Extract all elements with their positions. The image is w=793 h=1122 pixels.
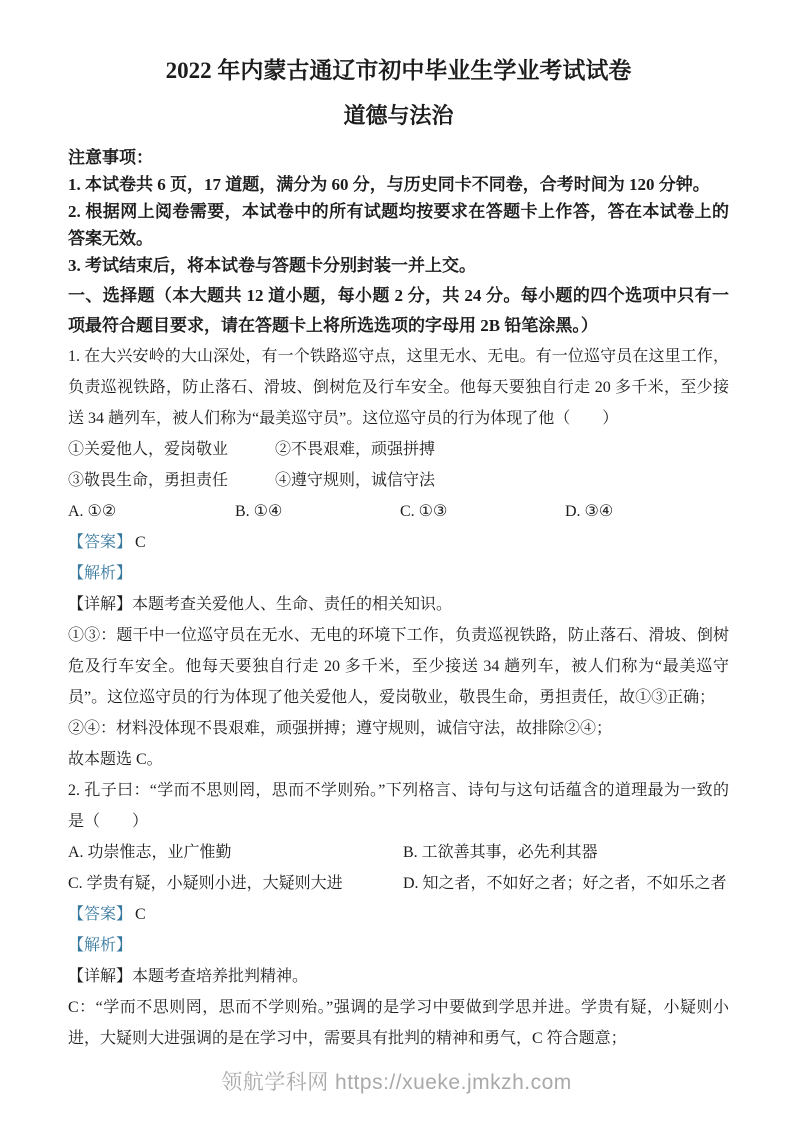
question-1-stem: 1. 在大兴安岭的大山深处，有一个铁路巡守点，这里无水、无电。有一位巡守员在这里工作，负责巡视铁路，防止落石、滑坡、倒树危及行车安全。他每天要独自行走 20 多千米，至少接送 34 趟列车，被人们称为“最美巡守员”。这位巡守员的行为体现了他（ ）: [68, 348, 729, 427]
question-1-choices: [68, 496, 729, 527]
choice-c: C. 学贵有疑，小疑则小进，大疑则大进: [68, 875, 343, 892]
analysis-label: 【解析】: [68, 565, 133, 582]
notice-item-3: 3. 考试结束后，将本试卷与答题卡分别封装一并上交。: [68, 256, 476, 275]
watermark-link[interactable]: 领航学科网 https://xueke.jmkzh.com: [221, 1071, 572, 1094]
choice-c: C. ①③: [400, 503, 448, 520]
choice-d: D. ③④: [565, 503, 614, 520]
choice-a: A. 功崇惟志，业广惟勤: [68, 844, 232, 861]
question-1-answer-line: [68, 527, 729, 558]
answer-value: C: [135, 906, 146, 923]
notice-item-1: 1. 本试卷共 6 页，17 道题，满分为 60 分，与历史同卡不同卷，合考时间为 120 分钟。: [68, 175, 710, 194]
question-2-stem: 2. 孔子曰：“学而不思则罔，思而不学则殆。”下列格言、诗句与这句话蕴含的道理最为一致的是（ ）: [68, 782, 729, 830]
question-1-explanation-2: ②④：材料没体现不畏艰难，顽强拼搏；遵守规则，诚信守法，故排除②④；: [68, 720, 613, 737]
question-1-suboptions-row-2: [68, 465, 729, 496]
question-1-detail: 【详解】本题考查关爱他人、生命、责任的相关知识。: [68, 596, 453, 613]
suboption-1: ①关爱他人，爱岗敬业: [68, 441, 229, 458]
question-1-analysis-line: [68, 558, 729, 589]
answer-label: 【答案】: [68, 534, 133, 551]
choice-a: A. ①②: [68, 503, 117, 520]
notice-heading: 注意事项：: [68, 148, 153, 167]
page-title: 2022 年内蒙古通辽市初中毕业生学业考试试卷: [165, 58, 632, 83]
question-2-choices-row-1: [68, 837, 729, 868]
choice-d: D. 知之者，不如好之者；好之者，不如乐之者: [403, 875, 727, 892]
notice-section: [68, 144, 729, 279]
question-2-analysis-line: [68, 930, 729, 961]
choice-b: B. 工欲善其事，必先利其器: [403, 844, 598, 861]
suboption-4: ④遵守规则，诚信守法: [275, 472, 436, 489]
suboption-3: ③敬畏生命，勇担责任: [68, 472, 229, 489]
question-1-explanation-1: ①③：题干中一位巡守员在无水、无电的环境下工作，负责巡视铁路，防止落石、滑坡、倒树危及行车安全。他每天要独自行走 20 多千米，至少接送 34 趟列车，被人们称为“最美巡守员”。这位巡守员的行为体现了他关爱他人，爱岗敬业，敬畏生命，勇担责任，故①③正确；: [68, 627, 729, 706]
watermark-footer: [0, 1066, 793, 1096]
question-2: [68, 775, 729, 1054]
choice-b: B. ①④: [235, 503, 283, 520]
analysis-label: 【解析】: [68, 937, 133, 954]
question-2-choices-row-2: [68, 868, 729, 899]
question-1-suboptions-row-1: [68, 434, 729, 465]
page-subtitle: 道德与法治: [343, 103, 454, 128]
answer-value: C: [135, 534, 146, 551]
answer-label: 【答案】: [68, 906, 133, 923]
question-2-detail: 【详解】本题考查培养批判精神。: [68, 968, 309, 985]
question-1: [68, 341, 729, 775]
question-2-answer-line: [68, 899, 729, 930]
notice-item-2: 2. 根据网上阅卷需要，本试卷中的所有试题均按要求在答题卡上作答，答在本试卷上的答案无效。: [68, 202, 729, 248]
question-1-explanation-3: 故本题选 C。: [68, 751, 163, 768]
question-2-explanation-1: C：“学而不思则罔，思而不学则殆。”强调的是学习中要做到学思并进。学贵有疑，小疑则小进，大疑则大进强调的是在学习中，需要具有批判的精神和勇气，C 符合题意；: [68, 999, 729, 1047]
suboption-2: ②不畏艰难，顽强拼搏: [275, 441, 436, 458]
section-heading-choice-questions: 一、选择题（本大题共 12 道小题，每小题 2 分，共 24 分。每小题的四个选项中只有一项最符合题目要求，请在答题卡上将所选选项的字母用 2B 铅笔涂黑。）: [68, 286, 729, 335]
